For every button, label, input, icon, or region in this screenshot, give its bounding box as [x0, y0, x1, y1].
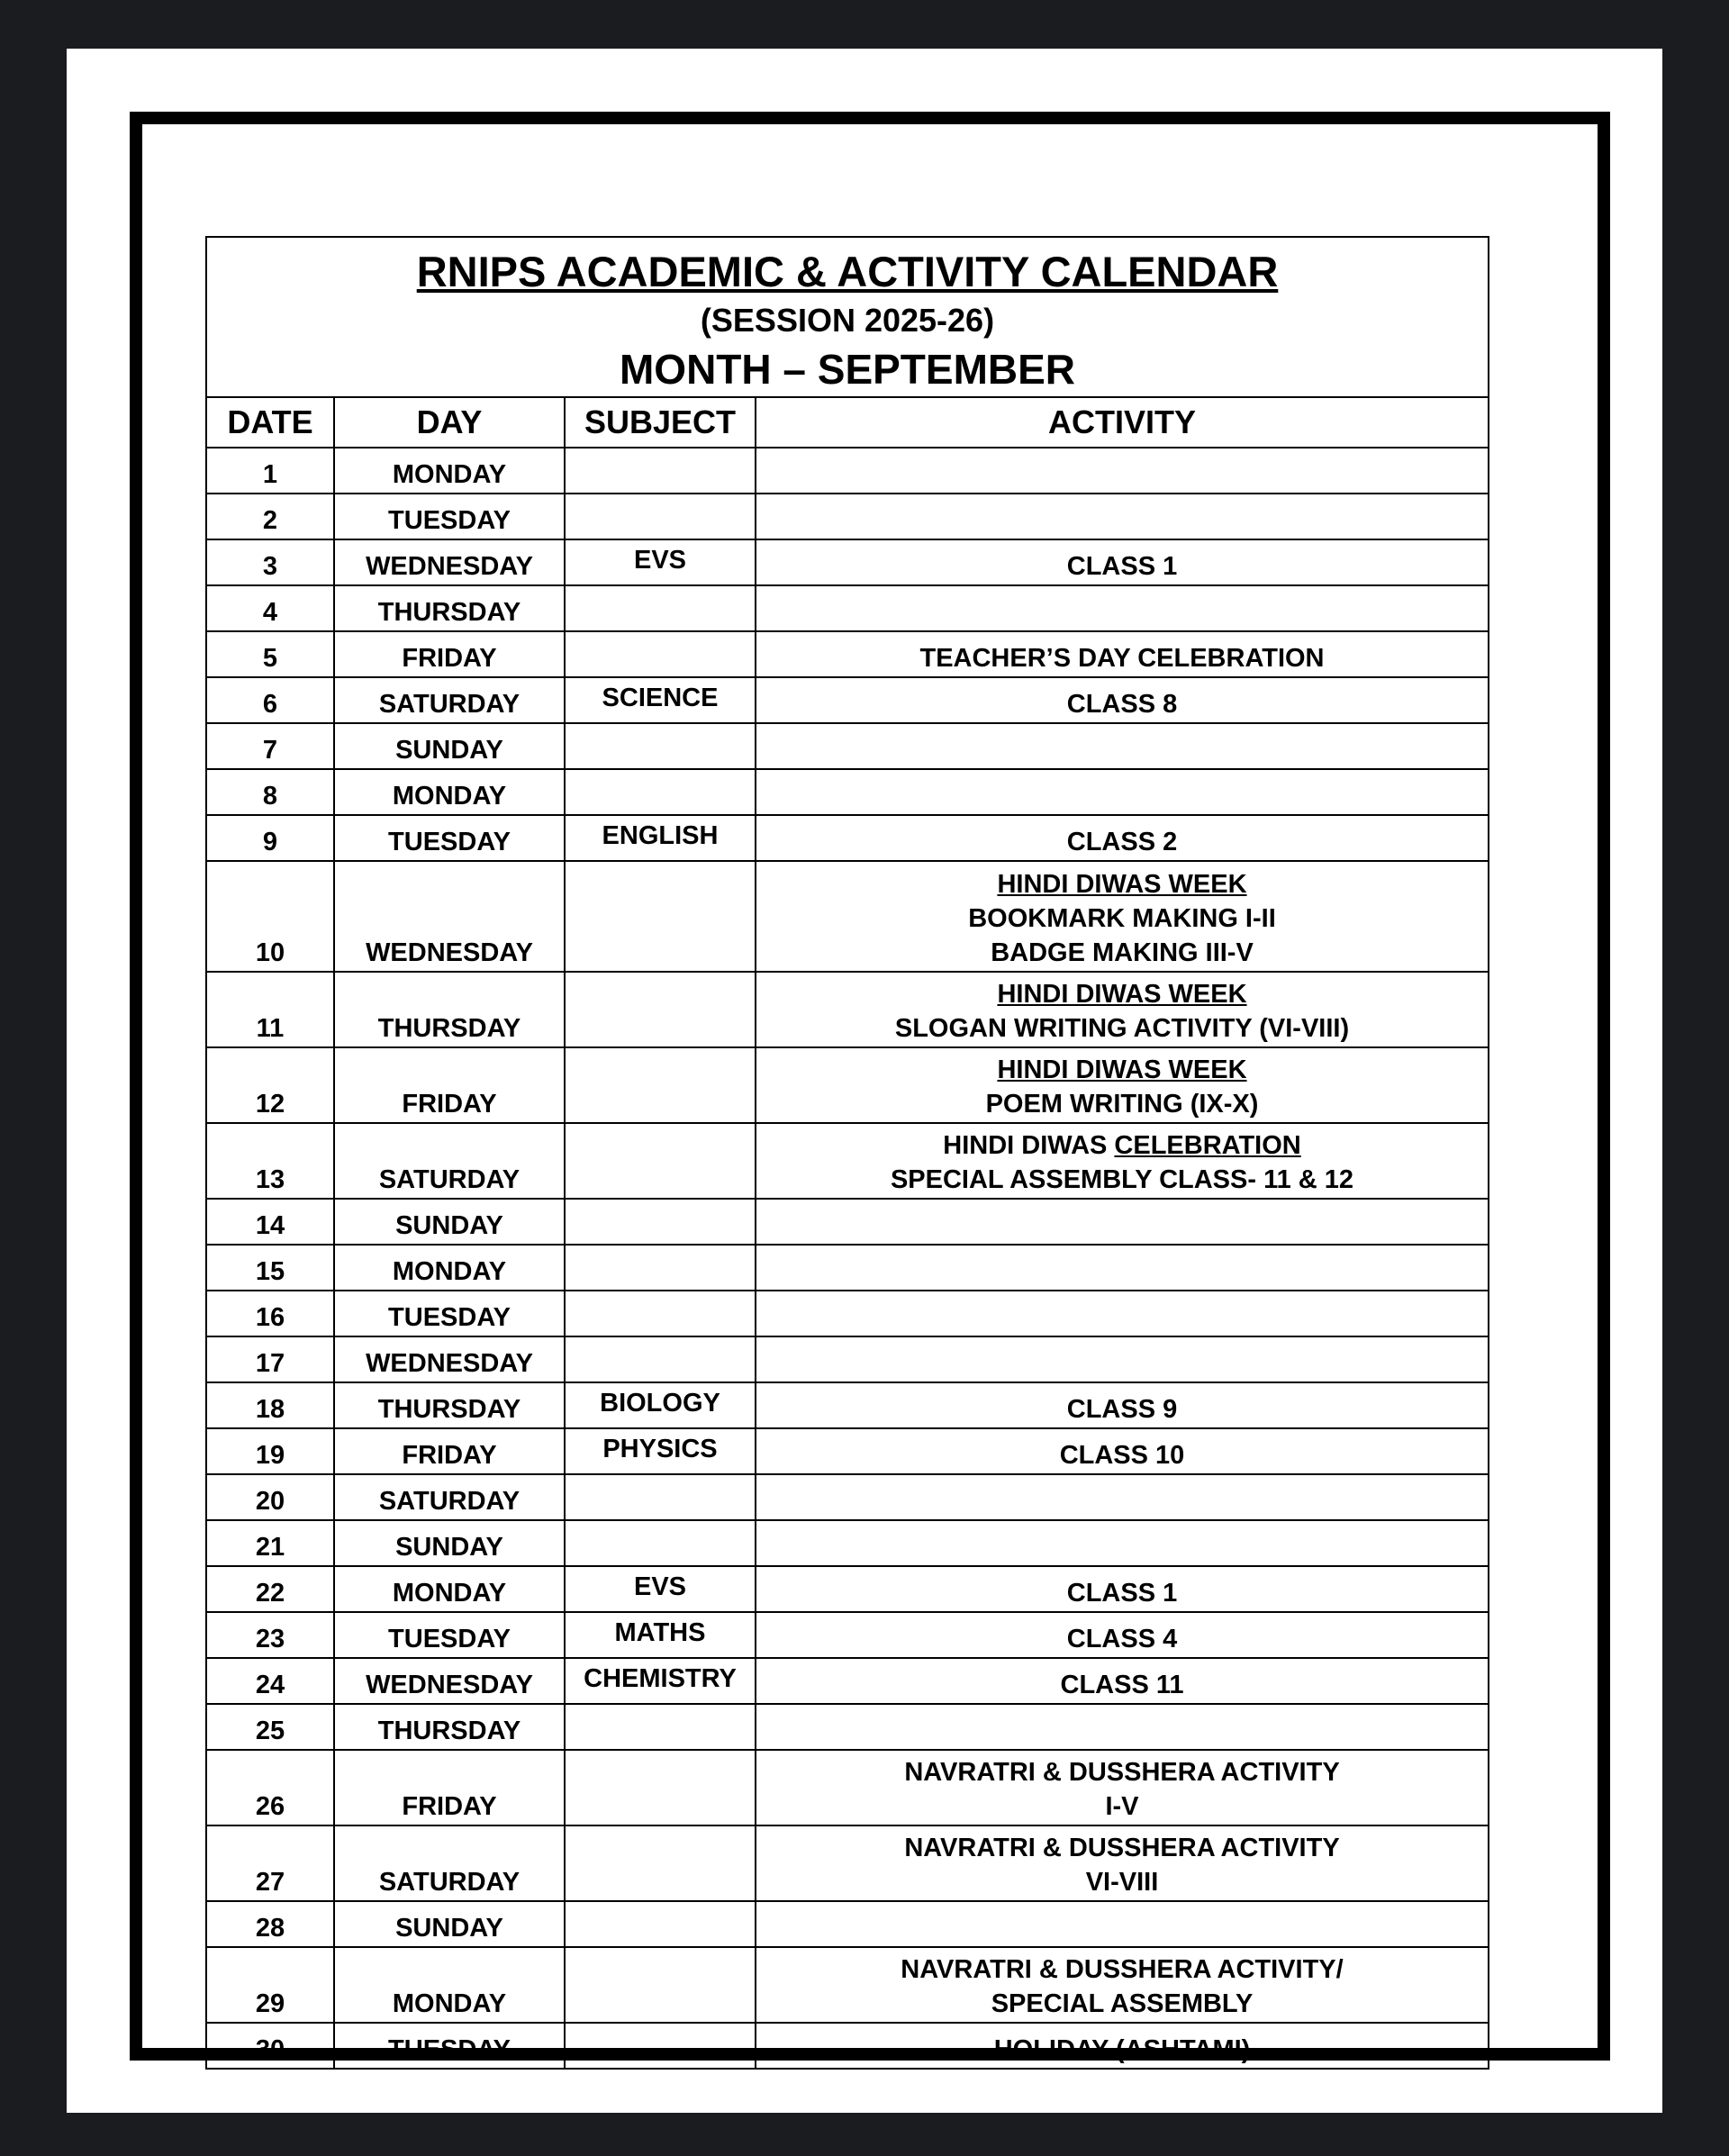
- date-cell: 24: [206, 1658, 334, 1704]
- date-cell: 19: [206, 1428, 334, 1474]
- activity-cell: [756, 1245, 1489, 1291]
- table-row: [206, 769, 1489, 815]
- day-cell: THURSDAY: [334, 1382, 565, 1428]
- activity-cell: [756, 1382, 1489, 1428]
- activity-cell: [756, 1750, 1489, 1825]
- subject-cell: [565, 1199, 756, 1245]
- table-row: [206, 631, 1489, 677]
- calendar-table: [205, 236, 1489, 2070]
- subject-cell: [565, 769, 756, 815]
- day-cell: WEDNESDAY: [334, 861, 565, 972]
- date-cell: 30: [206, 2023, 334, 2069]
- date-cell: 29: [206, 1947, 334, 2023]
- column-header-date: DATE: [206, 397, 334, 448]
- page-title: RNIPS ACADEMIC & ACTIVITY CALENDAR: [416, 248, 1279, 295]
- day-cell: MONDAY: [334, 769, 565, 815]
- subject-cell: MATHS: [565, 1612, 756, 1658]
- date-cell: 5: [206, 631, 334, 677]
- column-header-row: [206, 397, 1489, 448]
- subject-cell: [565, 1947, 756, 2023]
- subject-cell: ENGLISH: [565, 815, 756, 861]
- activity-cell: [756, 1428, 1489, 1474]
- activity-line: SLOGAN WRITING ACTIVITY (VI-VIII): [894, 1014, 1350, 1043]
- table-row: [206, 585, 1489, 631]
- page-border-frame: [130, 112, 1610, 2064]
- activity-line: VI-VIII: [1085, 1868, 1159, 1897]
- subject-cell: [565, 1901, 756, 1947]
- table-row: [206, 1291, 1489, 1336]
- subject-cell: [565, 861, 756, 972]
- table-row: [206, 1825, 1489, 1901]
- day-cell: SUNDAY: [334, 1901, 565, 1947]
- activity-cell: [756, 1947, 1489, 2023]
- table-row: [206, 448, 1489, 494]
- date-cell: 3: [206, 539, 334, 585]
- table-row: [206, 1947, 1489, 2023]
- activity-line: NAVRATRI & DUSSHERA ACTIVITY: [904, 1834, 1340, 1862]
- subject-cell: PHYSICS: [565, 1428, 756, 1474]
- subject-cell: [565, 1291, 756, 1336]
- date-cell: 4: [206, 585, 334, 631]
- date-cell: 15: [206, 1245, 334, 1291]
- table-row: [206, 1612, 1489, 1658]
- subject-cell: EVS: [565, 1566, 756, 1612]
- date-cell: 2: [206, 494, 334, 539]
- table-row: [206, 1566, 1489, 1612]
- day-cell: MONDAY: [334, 448, 565, 494]
- table-row: [206, 1474, 1489, 1520]
- activity-cell: [756, 1520, 1489, 1566]
- activity-line: CLASS 9: [1066, 1395, 1178, 1424]
- date-cell: 18: [206, 1382, 334, 1428]
- subject-cell: [565, 1750, 756, 1825]
- day-cell: WEDNESDAY: [334, 1336, 565, 1382]
- activity-cell: [756, 723, 1489, 769]
- date-cell: 6: [206, 677, 334, 723]
- activity-line: HINDI DIWAS WEEK: [997, 1055, 1247, 1084]
- day-cell: TUESDAY: [334, 1291, 565, 1336]
- activity-cell: [756, 769, 1489, 815]
- table-row: [206, 1428, 1489, 1474]
- activity-line: CLASS 10: [1059, 1441, 1185, 1470]
- day-cell: SUNDAY: [334, 1520, 565, 1566]
- subject-cell: [565, 448, 756, 494]
- day-cell: FRIDAY: [334, 631, 565, 677]
- table-row: [206, 494, 1489, 539]
- activity-line: NAVRATRI & DUSSHERA ACTIVITY: [904, 1758, 1340, 1787]
- column-header-day: DAY: [334, 397, 565, 448]
- day-cell: SATURDAY: [334, 1123, 565, 1199]
- day-cell: THURSDAY: [334, 1704, 565, 1750]
- activity-line: POEM WRITING (IX-X): [985, 1090, 1259, 1119]
- activity-line: NAVRATRI & DUSSHERA ACTIVITY/: [901, 1955, 1344, 1984]
- table-row: [206, 677, 1489, 723]
- activity-line: TEACHER’S DAY CELEBRATION: [919, 644, 1325, 673]
- table-row: [206, 1245, 1489, 1291]
- activity-cell: [756, 2023, 1489, 2069]
- column-header-subject: SUBJECT: [565, 397, 756, 448]
- date-cell: 26: [206, 1750, 334, 1825]
- activity-cell: [756, 1612, 1489, 1658]
- date-cell: 28: [206, 1901, 334, 1947]
- subject-cell: [565, 1825, 756, 1901]
- activity-cell: [756, 815, 1489, 861]
- table-row: [206, 1901, 1489, 1947]
- date-cell: 8: [206, 769, 334, 815]
- table-row: [206, 539, 1489, 585]
- calendar-header: [206, 237, 1489, 397]
- activity-line: CLASS 11: [1060, 1671, 1184, 1699]
- activity-line: HINDI DIWAS CELEBRATION: [943, 1131, 1301, 1160]
- subject-cell: [565, 585, 756, 631]
- date-cell: 20: [206, 1474, 334, 1520]
- activity-cell: [756, 972, 1489, 1047]
- activity-cell: [756, 1825, 1489, 1901]
- subject-cell: [565, 631, 756, 677]
- subject-cell: EVS: [565, 539, 756, 585]
- activity-cell: [756, 1047, 1489, 1123]
- day-cell: SATURDAY: [334, 677, 565, 723]
- subject-cell: [565, 723, 756, 769]
- activity-line: CLASS 8: [1066, 690, 1178, 719]
- date-cell: 25: [206, 1704, 334, 1750]
- subject-cell: [565, 1336, 756, 1382]
- day-cell: SUNDAY: [334, 1199, 565, 1245]
- date-cell: 22: [206, 1566, 334, 1612]
- subject-cell: [565, 1123, 756, 1199]
- activity-line: SPECIAL ASSEMBLY CLASS- 11 & 12: [890, 1165, 1354, 1194]
- activity-cell: [756, 448, 1489, 494]
- table-row: [206, 1199, 1489, 1245]
- day-cell: THURSDAY: [334, 585, 565, 631]
- day-cell: SATURDAY: [334, 1825, 565, 1901]
- activity-cell: [756, 1704, 1489, 1750]
- column-header-activity: ACTIVITY: [756, 397, 1489, 448]
- date-cell: 21: [206, 1520, 334, 1566]
- activity-line: CLASS 1: [1066, 1579, 1178, 1608]
- day-cell: TUESDAY: [334, 2023, 565, 2069]
- activity-cell: [756, 1566, 1489, 1612]
- date-cell: 23: [206, 1612, 334, 1658]
- activity-cell: [756, 1901, 1489, 1947]
- activity-cell: [756, 1199, 1489, 1245]
- activity-cell: [756, 1123, 1489, 1199]
- table-row: [206, 2023, 1489, 2069]
- activity-cell: [756, 677, 1489, 723]
- activity-line: HINDI DIWAS WEEK: [997, 870, 1247, 899]
- date-cell: 11: [206, 972, 334, 1047]
- subject-cell: [565, 1474, 756, 1520]
- activity-cell: [756, 1658, 1489, 1704]
- subject-cell: [565, 2023, 756, 2069]
- activity-line: HINDI DIWAS WEEK: [997, 980, 1247, 1009]
- day-cell: MONDAY: [334, 1947, 565, 2023]
- activity-line: CLASS 4: [1066, 1625, 1178, 1653]
- table-row: [206, 1336, 1489, 1382]
- activity-line: I-V: [1105, 1792, 1139, 1821]
- calendar-body: [206, 448, 1489, 2069]
- table-row: [206, 723, 1489, 769]
- day-cell: SUNDAY: [334, 723, 565, 769]
- subject-cell: [565, 1047, 756, 1123]
- subject-cell: SCIENCE: [565, 677, 756, 723]
- table-row: [206, 1123, 1489, 1199]
- subject-cell: [565, 1704, 756, 1750]
- activity-cell: [756, 1291, 1489, 1336]
- subject-cell: [565, 1245, 756, 1291]
- day-cell: TUESDAY: [334, 1612, 565, 1658]
- subject-cell: CHEMISTRY: [565, 1658, 756, 1704]
- session-label: (SESSION 2025-26): [700, 302, 995, 339]
- table-row: [206, 861, 1489, 972]
- activity-cell: [756, 494, 1489, 539]
- day-cell: FRIDAY: [334, 1750, 565, 1825]
- table-row: [206, 1520, 1489, 1566]
- month-label: MONTH – SEPTEMBER: [619, 346, 1076, 393]
- date-cell: 10: [206, 861, 334, 972]
- table-row: [206, 1750, 1489, 1825]
- activity-line: CLASS 1: [1066, 552, 1178, 581]
- date-cell: 14: [206, 1199, 334, 1245]
- day-cell: SATURDAY: [334, 1474, 565, 1520]
- day-cell: MONDAY: [334, 1566, 565, 1612]
- date-cell: 13: [206, 1123, 334, 1199]
- day-cell: TUESDAY: [334, 815, 565, 861]
- date-cell: 1: [206, 448, 334, 494]
- activity-line: HOLIDAY (ASHTAMI): [993, 2035, 1251, 2064]
- subject-cell: [565, 1520, 756, 1566]
- activity-cell: [756, 1474, 1489, 1520]
- date-cell: 16: [206, 1291, 334, 1336]
- activity-cell: [756, 1336, 1489, 1382]
- activity-line: BADGE MAKING III-V: [991, 938, 1254, 967]
- date-cell: 9: [206, 815, 334, 861]
- calendar-sheet: [205, 236, 1488, 2070]
- day-cell: WEDNESDAY: [334, 1658, 565, 1704]
- activity-cell: [756, 539, 1489, 585]
- table-row: [206, 1658, 1489, 1704]
- date-cell: 12: [206, 1047, 334, 1123]
- day-cell: THURSDAY: [334, 972, 565, 1047]
- table-row: [206, 972, 1489, 1047]
- date-cell: 17: [206, 1336, 334, 1382]
- activity-cell: [756, 585, 1489, 631]
- activity-cell: [756, 631, 1489, 677]
- day-cell: TUESDAY: [334, 494, 565, 539]
- date-cell: 27: [206, 1825, 334, 1901]
- table-row: [206, 815, 1489, 861]
- subject-cell: [565, 972, 756, 1047]
- table-row: [206, 1704, 1489, 1750]
- activity-line: SPECIAL ASSEMBLY: [991, 1989, 1254, 2018]
- document-page: [67, 49, 1662, 2113]
- activity-line: CLASS 2: [1066, 828, 1178, 856]
- subject-cell: [565, 494, 756, 539]
- activity-line: BOOKMARK MAKING I-II: [968, 904, 1276, 933]
- day-cell: FRIDAY: [334, 1428, 565, 1474]
- day-cell: FRIDAY: [334, 1047, 565, 1123]
- activity-cell: [756, 861, 1489, 972]
- table-row: [206, 1047, 1489, 1123]
- date-cell: 7: [206, 723, 334, 769]
- subject-cell: BIOLOGY: [565, 1382, 756, 1428]
- day-cell: WEDNESDAY: [334, 539, 565, 585]
- day-cell: MONDAY: [334, 1245, 565, 1291]
- table-row: [206, 1382, 1489, 1428]
